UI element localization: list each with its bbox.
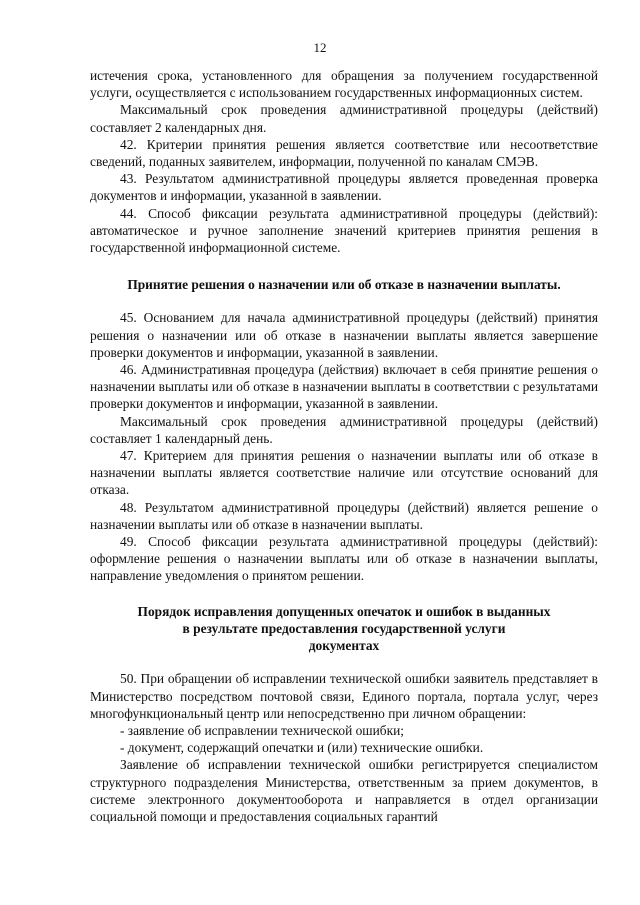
paragraph-42: 42. Критерии принятия решения является соответствие или несоответствие сведений, поданных заявителем, информации, полученной по каналам СМЭВ. bbox=[90, 136, 598, 170]
paragraph-registration: Заявление об исправлении технической ошибки регистрируется специалистом структурного подразделения Министерства, ответственным за прием документов, в системе электронного документооборота и направляется в отдел организации социальной помощи и предоставления социальных гарантий bbox=[90, 757, 598, 824]
heading-line-3: документах bbox=[308, 638, 380, 654]
section-heading-corrections bbox=[90, 603, 598, 655]
paragraph-46: 46. Административная процедура (действия) включает в себя принятие решения о назначении выплаты или об отказе в назначении выплаты в соответствии с результатами проверки документов и информации, указанной в заявлении. bbox=[90, 362, 598, 412]
paragraph-max-term-2-days: Максимальный срок проведения административной процедуры (действий) составляет 2 календарных дня. bbox=[90, 102, 598, 135]
paragraph-48: 48. Результатом административной процедуры (действий) является решение о назначении выплаты или об отказе в назначении выплаты. bbox=[90, 499, 598, 532]
list-item-document: - документ, содержащий опечатки и (или) технические ошибки. bbox=[120, 740, 484, 756]
paragraph-47: 47. Критерием для принятия решения о назначении выплаты или об отказе в назначении выплаты является соответствие наличие или отсутствие оснований для отказа. bbox=[90, 448, 598, 498]
paragraph-43: 43. Результатом административной процедуры является проведенная проверка документов и информации, указанной в заявлении. bbox=[90, 171, 598, 204]
list-item-application: - заявление об исправлении технической ошибки; bbox=[120, 722, 404, 738]
heading-line-1: Порядок исправления допущенных опечаток и ошибок в выданных bbox=[137, 603, 551, 619]
paragraph-44: 44. Способ фиксации результата административной процедуры (действий): автоматическое и ручное заполнение значений критериев принятия решения в государственной информационной системе. bbox=[90, 205, 598, 256]
paragraph-continuation: истечения срока, установленного для обращения за получением государственной услуги, осуществляется с использованием государственных информационных систем. bbox=[90, 68, 598, 101]
paragraph-50: 50. При обращении об исправлении технической ошибки заявитель представляет в Министерство посредством почтовой связи, Единого портала, портала услуг, через многофункциональный центр или непосредственно при личном обращении: bbox=[90, 671, 598, 721]
document-body bbox=[90, 67, 598, 825]
section-heading-decision: Принятие решения о назначении или об отказе в назначении выплаты. bbox=[127, 277, 561, 293]
paragraph-max-term-1-day: Максимальный срок проведения административной процедуры (действий) составляет 1 календарный день. bbox=[90, 413, 598, 446]
paragraph-49: 49. Способ фиксации результата административной процедуры (действий): оформление решения о назначении выплаты или об отказе в назначении выплаты, направление уведомления о принятом решении. bbox=[90, 534, 598, 584]
heading-line-2: в результате предоставления государственной услуги bbox=[182, 620, 506, 636]
paragraph-45: 45. Основанием для начала административной процедуры (действий) принятия решения о назначении или об отказе в назначении выплаты является завершение проверки документов и информации, указанной в заявлении. bbox=[90, 310, 598, 360]
page-number: 12 bbox=[313, 40, 327, 55]
